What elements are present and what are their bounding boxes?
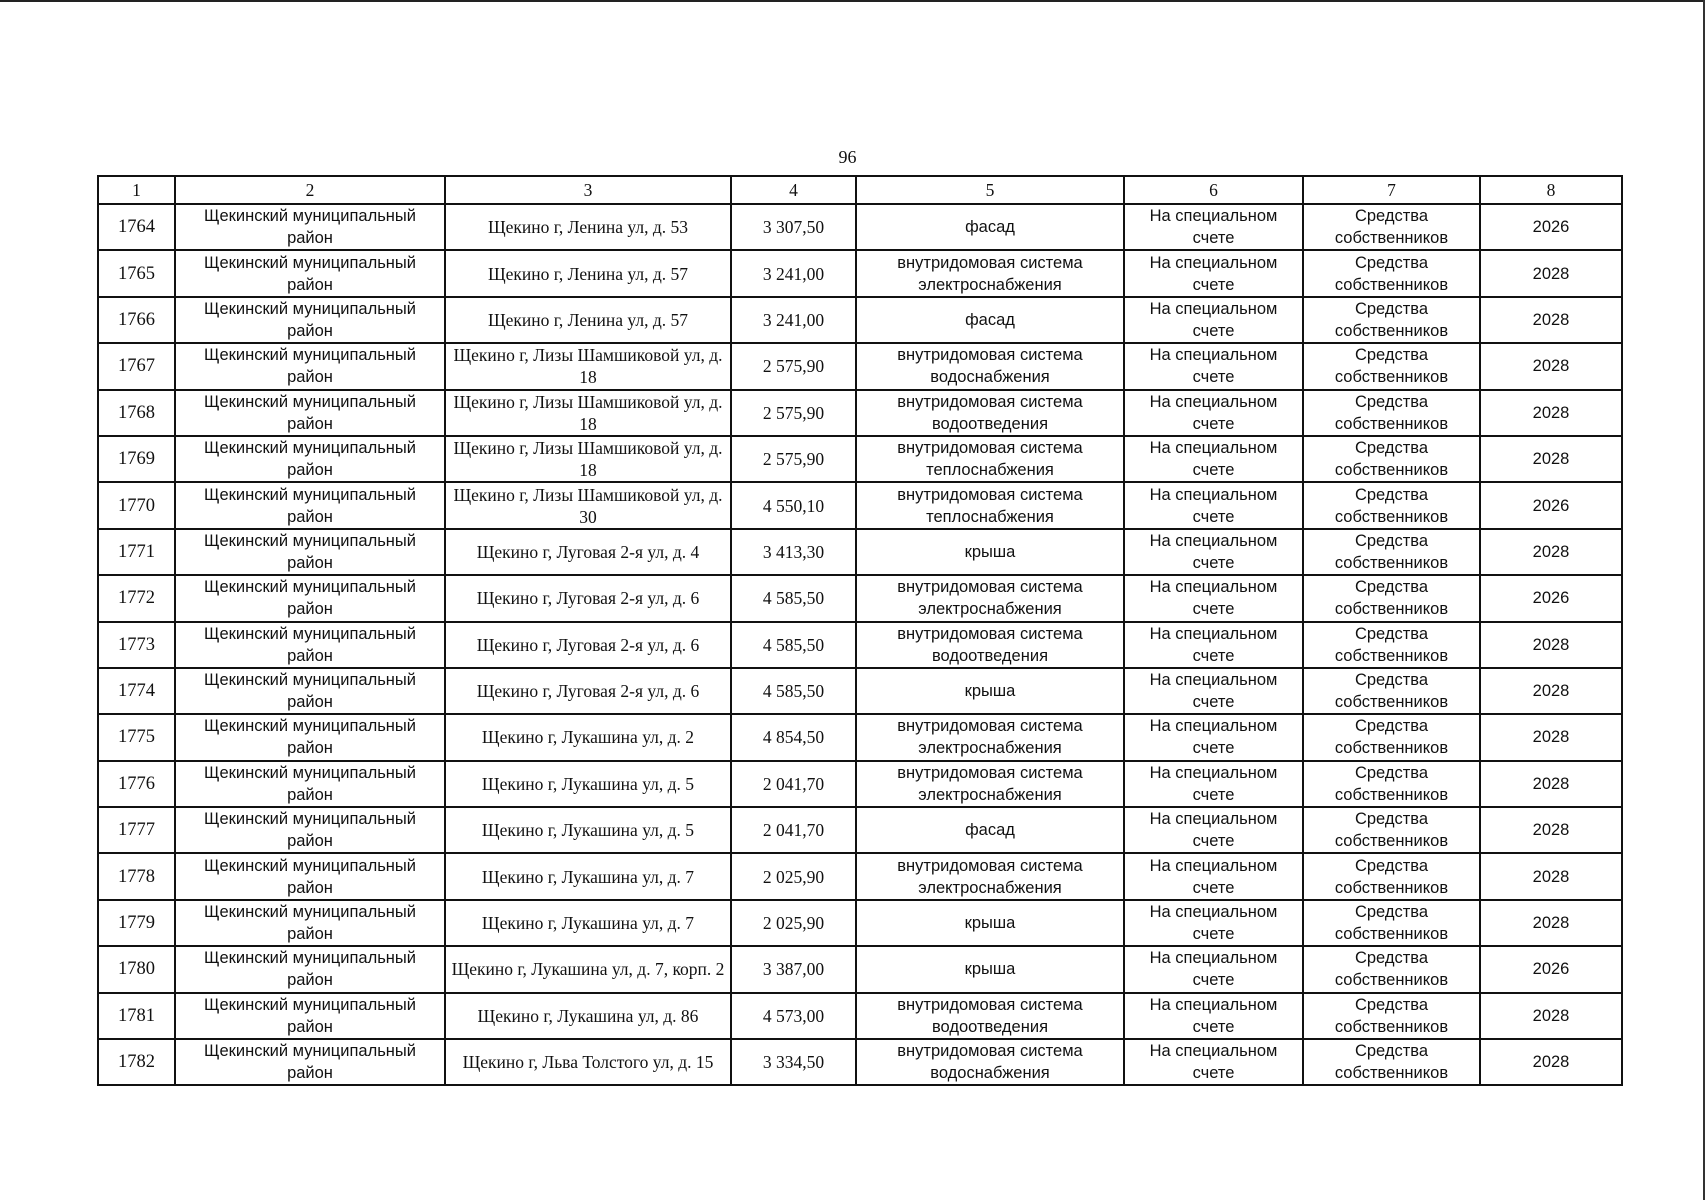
funding-source-cell: Средства собственников: [1303, 390, 1480, 436]
row-number: 1777: [98, 807, 175, 853]
district-cell: Щекинский муниципальный район: [175, 343, 445, 389]
address-cell: Щекино г, Лизы Шамшиковой ул, д. 30: [445, 482, 731, 528]
data-table: [97, 175, 1623, 1086]
account-type-cell: На специальном счете: [1124, 761, 1303, 807]
table-row: [98, 297, 1622, 343]
header-row: [98, 176, 1622, 204]
work-type-cell: внутридомовая система водоотведения: [856, 622, 1124, 668]
page-number: 96: [838, 147, 857, 167]
area-cell: 4 550,10: [731, 482, 856, 528]
address-cell: Щекино г, Лукашина ул, д. 86: [445, 993, 731, 1039]
account-type-cell: На специальном счете: [1124, 900, 1303, 946]
year-cell: 2026: [1480, 575, 1622, 621]
account-type-cell: На специальном счете: [1124, 807, 1303, 853]
work-type-cell: внутридомовая система электроснабжения: [856, 761, 1124, 807]
account-type-cell: На специальном счете: [1124, 436, 1303, 482]
address-cell: Щекино г, Лизы Шамшиковой ул, д. 18: [445, 436, 731, 482]
header-col-3: 3: [445, 176, 731, 204]
header-col-2: 2: [175, 176, 445, 204]
address-cell: Щекино г, Лукашина ул, д. 5: [445, 761, 731, 807]
account-type-cell: На специальном счете: [1124, 993, 1303, 1039]
address-cell: Щекино г, Луговая 2-я ул, д. 6: [445, 668, 731, 714]
year-cell: 2026: [1480, 946, 1622, 992]
work-type-cell: внутридомовая система электроснабжения: [856, 575, 1124, 621]
row-number: 1780: [98, 946, 175, 992]
table-header: [98, 176, 1622, 204]
district-cell: Щекинский муниципальный район: [175, 853, 445, 899]
row-number: 1782: [98, 1039, 175, 1085]
account-type-cell: На специальном счете: [1124, 853, 1303, 899]
district-cell: Щекинский муниципальный район: [175, 807, 445, 853]
row-number: 1781: [98, 993, 175, 1039]
funding-source-cell: Средства собственников: [1303, 204, 1480, 250]
row-number: 1765: [98, 250, 175, 296]
row-number: 1768: [98, 390, 175, 436]
area-cell: 4 585,50: [731, 622, 856, 668]
district-cell: Щекинский муниципальный район: [175, 946, 445, 992]
area-cell: 3 241,00: [731, 250, 856, 296]
area-cell: 3 307,50: [731, 204, 856, 250]
header-col-8: 8: [1480, 176, 1622, 204]
area-cell: 2 041,70: [731, 761, 856, 807]
table-body: [98, 204, 1622, 1085]
row-number: 1774: [98, 668, 175, 714]
area-cell: 3 413,30: [731, 529, 856, 575]
year-cell: 2028: [1480, 297, 1622, 343]
header-col-7: 7: [1303, 176, 1480, 204]
funding-source-cell: Средства собственников: [1303, 1039, 1480, 1085]
address-cell: Щекино г, Льва Толстого ул, д. 15: [445, 1039, 731, 1085]
address-cell: Щекино г, Лукашина ул, д. 7: [445, 853, 731, 899]
year-cell: 2028: [1480, 807, 1622, 853]
account-type-cell: На специальном счете: [1124, 390, 1303, 436]
address-cell: Щекино г, Ленина ул, д. 53: [445, 204, 731, 250]
district-cell: Щекинский муниципальный район: [175, 250, 445, 296]
district-cell: Щекинский муниципальный район: [175, 900, 445, 946]
year-cell: 2028: [1480, 900, 1622, 946]
work-type-cell: внутридомовая система теплоснабжения: [856, 436, 1124, 482]
year-cell: 2028: [1480, 250, 1622, 296]
table-row: [98, 529, 1622, 575]
row-number: 1779: [98, 900, 175, 946]
funding-source-cell: Средства собственников: [1303, 297, 1480, 343]
work-type-cell: фасад: [856, 204, 1124, 250]
work-type-cell: внутридомовая система электроснабжения: [856, 250, 1124, 296]
table-row: [98, 1039, 1622, 1085]
district-cell: Щекинский муниципальный район: [175, 1039, 445, 1085]
table-row: [98, 807, 1622, 853]
address-cell: Щекино г, Ленина ул, д. 57: [445, 297, 731, 343]
address-cell: Щекино г, Лукашина ул, д. 7, корп. 2: [445, 946, 731, 992]
table-row: [98, 853, 1622, 899]
funding-source-cell: Средства собственников: [1303, 993, 1480, 1039]
funding-source-cell: Средства собственников: [1303, 575, 1480, 621]
year-cell: 2028: [1480, 1039, 1622, 1085]
table-row: [98, 575, 1622, 621]
table-row: [98, 900, 1622, 946]
work-type-cell: фасад: [856, 807, 1124, 853]
address-cell: Щекино г, Лизы Шамшиковой ул, д. 18: [445, 343, 731, 389]
address-cell: Щекино г, Лукашина ул, д. 2: [445, 714, 731, 760]
address-cell: Щекино г, Лукашина ул, д. 7: [445, 900, 731, 946]
funding-source-cell: Средства собственников: [1303, 668, 1480, 714]
year-cell: 2028: [1480, 622, 1622, 668]
district-cell: Щекинский муниципальный район: [175, 204, 445, 250]
table-row: [98, 390, 1622, 436]
district-cell: Щекинский муниципальный район: [175, 761, 445, 807]
area-cell: 4 585,50: [731, 668, 856, 714]
account-type-cell: На специальном счете: [1124, 204, 1303, 250]
area-cell: 2 575,90: [731, 390, 856, 436]
address-cell: Щекино г, Луговая 2-я ул, д. 6: [445, 575, 731, 621]
table-row: [98, 482, 1622, 528]
table-row: [98, 761, 1622, 807]
funding-source-cell: Средства собственников: [1303, 436, 1480, 482]
table-row: [98, 946, 1622, 992]
row-number: 1770: [98, 482, 175, 528]
work-type-cell: крыша: [856, 668, 1124, 714]
account-type-cell: На специальном счете: [1124, 343, 1303, 389]
year-cell: 2028: [1480, 390, 1622, 436]
work-type-cell: внутридомовая система электроснабжения: [856, 714, 1124, 760]
table-row: [98, 668, 1622, 714]
work-type-cell: крыша: [856, 946, 1124, 992]
funding-source-cell: Средства собственников: [1303, 900, 1480, 946]
district-cell: Щекинский муниципальный район: [175, 993, 445, 1039]
funding-source-cell: Средства собственников: [1303, 853, 1480, 899]
account-type-cell: На специальном счете: [1124, 575, 1303, 621]
account-type-cell: На специальном счете: [1124, 1039, 1303, 1085]
address-cell: Щекино г, Лизы Шамшиковой ул, д. 18: [445, 390, 731, 436]
row-number: 1778: [98, 853, 175, 899]
account-type-cell: На специальном счете: [1124, 250, 1303, 296]
address-cell: Щекино г, Луговая 2-я ул, д. 6: [445, 622, 731, 668]
row-number: 1776: [98, 761, 175, 807]
year-cell: 2026: [1480, 482, 1622, 528]
funding-source-cell: Средства собственников: [1303, 482, 1480, 528]
row-number: 1775: [98, 714, 175, 760]
table-row: [98, 993, 1622, 1039]
area-cell: 2 575,90: [731, 343, 856, 389]
district-cell: Щекинский муниципальный район: [175, 575, 445, 621]
year-cell: 2028: [1480, 668, 1622, 714]
address-cell: Щекино г, Ленина ул, д. 57: [445, 250, 731, 296]
year-cell: 2028: [1480, 714, 1622, 760]
table-row: [98, 714, 1622, 760]
area-cell: 3 387,00: [731, 946, 856, 992]
account-type-cell: На специальном счете: [1124, 622, 1303, 668]
funding-source-cell: Средства собственников: [1303, 622, 1480, 668]
table-row: [98, 204, 1622, 250]
year-cell: 2028: [1480, 529, 1622, 575]
table-row: [98, 622, 1622, 668]
header-col-6: 6: [1124, 176, 1303, 204]
funding-source-cell: Средства собственников: [1303, 250, 1480, 296]
funding-source-cell: Средства собственников: [1303, 761, 1480, 807]
year-cell: 2026: [1480, 204, 1622, 250]
district-cell: Щекинский муниципальный район: [175, 622, 445, 668]
account-type-cell: На специальном счете: [1124, 297, 1303, 343]
work-type-cell: крыша: [856, 529, 1124, 575]
area-cell: 4 854,50: [731, 714, 856, 760]
area-cell: 2 025,90: [731, 900, 856, 946]
account-type-cell: На специальном счете: [1124, 946, 1303, 992]
area-cell: 4 573,00: [731, 993, 856, 1039]
table-row: [98, 250, 1622, 296]
work-type-cell: внутридомовая система водоснабжения: [856, 1039, 1124, 1085]
area-cell: 2 041,70: [731, 807, 856, 853]
account-type-cell: На специальном счете: [1124, 714, 1303, 760]
address-cell: Щекино г, Лукашина ул, д. 5: [445, 807, 731, 853]
table-row: [98, 343, 1622, 389]
area-cell: 2 025,90: [731, 853, 856, 899]
funding-source-cell: Средства собственников: [1303, 807, 1480, 853]
district-cell: Щекинский муниципальный район: [175, 668, 445, 714]
area-cell: 2 575,90: [731, 436, 856, 482]
table-row: [98, 436, 1622, 482]
work-type-cell: внутридомовая система теплоснабжения: [856, 482, 1124, 528]
year-cell: 2028: [1480, 761, 1622, 807]
work-type-cell: фасад: [856, 297, 1124, 343]
funding-source-cell: Средства собственников: [1303, 343, 1480, 389]
district-cell: Щекинский муниципальный район: [175, 529, 445, 575]
row-number: 1773: [98, 622, 175, 668]
work-type-cell: внутридомовая система водоотведения: [856, 993, 1124, 1039]
district-cell: Щекинский муниципальный район: [175, 436, 445, 482]
work-type-cell: внутридомовая система водоотведения: [856, 390, 1124, 436]
work-type-cell: внутридомовая система электроснабжения: [856, 853, 1124, 899]
district-cell: Щекинский муниципальный район: [175, 297, 445, 343]
row-number: 1772: [98, 575, 175, 621]
year-cell: 2028: [1480, 343, 1622, 389]
work-type-cell: внутридомовая система водоснабжения: [856, 343, 1124, 389]
scan-edge-top: [0, 0, 1705, 2]
year-cell: 2028: [1480, 853, 1622, 899]
header-col-1: 1: [98, 176, 175, 204]
area-cell: 3 334,50: [731, 1039, 856, 1085]
address-cell: Щекино г, Луговая 2-я ул, д. 4: [445, 529, 731, 575]
funding-source-cell: Средства собственников: [1303, 529, 1480, 575]
account-type-cell: На специальном счете: [1124, 482, 1303, 528]
year-cell: 2028: [1480, 436, 1622, 482]
account-type-cell: На специальном счете: [1124, 668, 1303, 714]
district-cell: Щекинский муниципальный район: [175, 482, 445, 528]
header-col-5: 5: [856, 176, 1124, 204]
year-cell: 2028: [1480, 993, 1622, 1039]
header-col-4: 4: [731, 176, 856, 204]
area-cell: 4 585,50: [731, 575, 856, 621]
account-type-cell: На специальном счете: [1124, 529, 1303, 575]
funding-source-cell: Средства собственников: [1303, 714, 1480, 760]
district-cell: Щекинский муниципальный район: [175, 390, 445, 436]
area-cell: 3 241,00: [731, 297, 856, 343]
funding-source-cell: Средства собственников: [1303, 946, 1480, 992]
row-number: 1771: [98, 529, 175, 575]
row-number: 1766: [98, 297, 175, 343]
row-number: 1769: [98, 436, 175, 482]
row-number: 1764: [98, 204, 175, 250]
row-number: 1767: [98, 343, 175, 389]
district-cell: Щекинский муниципальный район: [175, 714, 445, 760]
work-type-cell: крыша: [856, 900, 1124, 946]
